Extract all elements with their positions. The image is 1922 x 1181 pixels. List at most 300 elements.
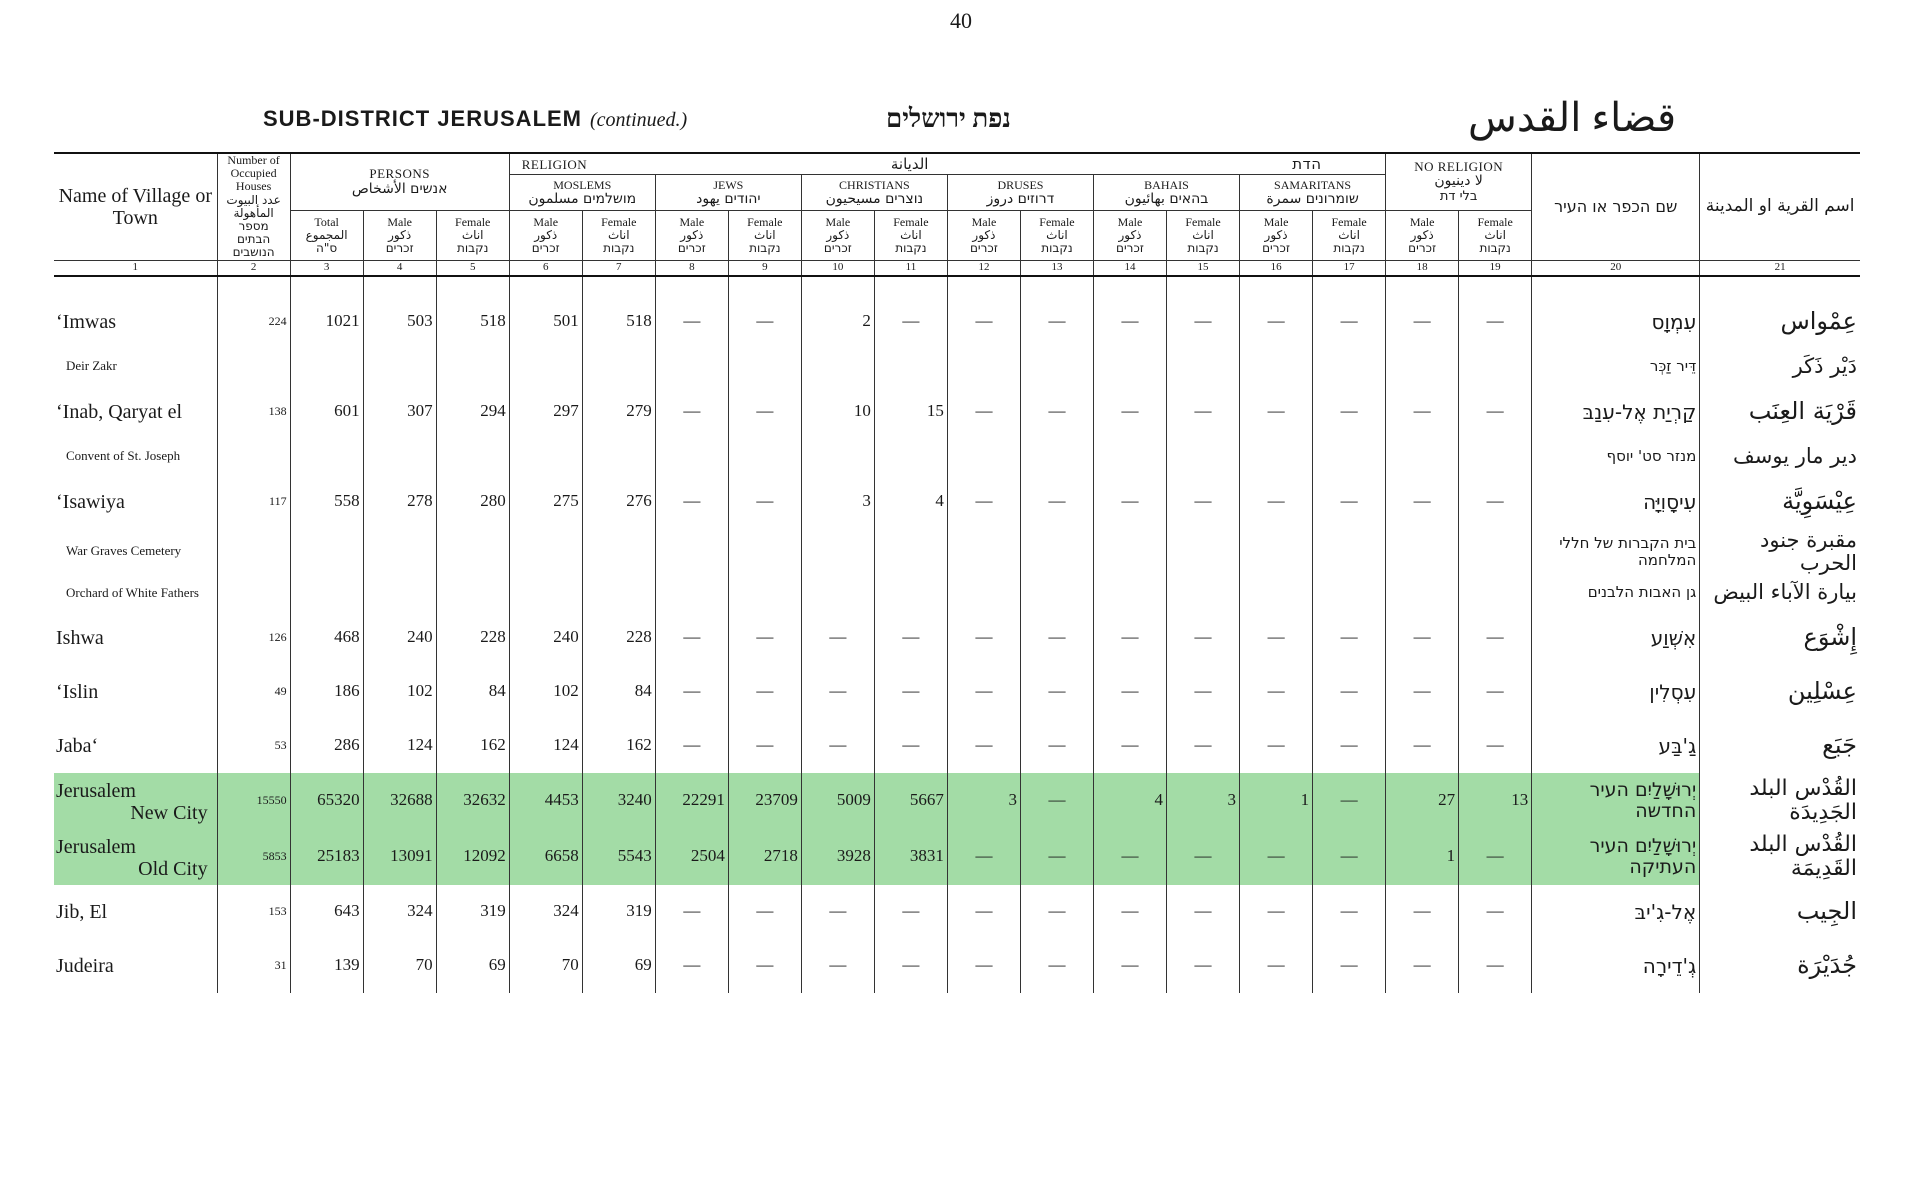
value-cell: 4	[874, 475, 947, 529]
value-cell: —	[1386, 719, 1459, 773]
value-cell: 468	[290, 611, 363, 665]
male-en: Male	[387, 214, 412, 229]
column-number: 13	[1020, 260, 1093, 276]
female-en: Female	[601, 214, 637, 229]
village-name	[54, 665, 217, 719]
value-cell: —	[728, 385, 801, 439]
village-name-text: ‘Islin	[56, 680, 99, 703]
value-cell: —	[801, 885, 874, 939]
value-cell: —	[728, 719, 801, 773]
value-cell: 23709	[728, 773, 801, 829]
spacer-cell	[874, 276, 947, 295]
continued-label: (continued.)	[590, 109, 688, 131]
value-cell: 5667	[874, 773, 947, 829]
value-cell: —	[1240, 611, 1313, 665]
value-cell: —	[1313, 773, 1386, 829]
value-cell: 275	[509, 475, 582, 529]
occupied-houses	[217, 439, 290, 475]
spacer-cell	[1313, 276, 1386, 295]
male-header	[1240, 211, 1313, 260]
value-cell	[582, 575, 655, 611]
male-en: Male	[971, 214, 997, 229]
spacer-cell	[436, 276, 509, 295]
female-ar: اناث	[754, 227, 776, 242]
female-ar: اناث	[1484, 227, 1506, 242]
value-cell: —	[874, 719, 947, 773]
value-cell: —	[1093, 295, 1166, 349]
value-cell: 22291	[655, 773, 728, 829]
value-cell	[1093, 529, 1166, 575]
female-header	[436, 211, 509, 260]
spacer-cell	[1700, 276, 1860, 295]
value-cell: —	[1093, 829, 1166, 885]
value-cell: 32688	[363, 773, 436, 829]
occupied-houses: 15550	[217, 773, 290, 829]
value-cell: —	[1240, 719, 1313, 773]
value-cell: 15	[874, 385, 947, 439]
table-row	[54, 575, 1860, 611]
bahais-en: BAHAIS	[1144, 177, 1189, 192]
value-cell	[801, 529, 874, 575]
value-cell	[363, 575, 436, 611]
spacer-cell	[363, 276, 436, 295]
female-ar: اناث	[607, 227, 630, 242]
religion-group-header	[509, 153, 1385, 175]
value-cell: —	[1313, 665, 1386, 719]
value-cell: —	[801, 665, 874, 719]
value-cell: —	[728, 611, 801, 665]
value-cell: 2	[801, 295, 874, 349]
value-cell: 13	[1459, 773, 1532, 829]
value-cell: 278	[363, 475, 436, 529]
value-cell	[290, 529, 363, 575]
col-village-ar-header: اسم القرية او المدينة	[1700, 153, 1860, 260]
value-cell	[436, 529, 509, 575]
column-number: 8	[655, 260, 728, 276]
value-cell: 503	[363, 295, 436, 349]
village-name-text: Orchard of White Fathers	[66, 584, 199, 600]
female-he: נקבות	[1187, 240, 1219, 255]
value-cell: —	[1020, 939, 1093, 993]
table-body	[54, 276, 1860, 993]
value-cell: —	[1313, 475, 1386, 529]
christians-en: CHRISTIANS	[839, 177, 910, 192]
value-cell: —	[1093, 475, 1166, 529]
value-cell	[1020, 529, 1093, 575]
village-name-text: Jerusalem	[56, 835, 136, 858]
table-row	[54, 665, 1860, 719]
value-cell: 601	[290, 385, 363, 439]
male-header	[1093, 211, 1166, 260]
village-name-arabic: الجِيب	[1700, 885, 1860, 939]
value-cell: 294	[436, 385, 509, 439]
column-number: 9	[728, 260, 801, 276]
village-name-hebrew: אֶל-גִ'יבּ	[1532, 885, 1700, 939]
value-cell: 324	[509, 885, 582, 939]
village-name-arabic: بيارة الآباء البيض	[1700, 575, 1860, 611]
value-cell: —	[1020, 611, 1093, 665]
value-cell	[1020, 575, 1093, 611]
value-cell: —	[1020, 829, 1093, 885]
village-name	[54, 611, 217, 665]
value-cell: —	[1459, 719, 1532, 773]
value-cell: —	[655, 939, 728, 993]
value-cell	[363, 349, 436, 385]
female-he: נקבות	[1479, 240, 1511, 255]
value-cell: —	[874, 939, 947, 993]
col-village-he-header: שם הכפר או העיר	[1532, 153, 1700, 260]
value-cell: 124	[509, 719, 582, 773]
samaritans-header	[1240, 175, 1386, 211]
table-title	[263, 106, 687, 132]
village-name-text: Jerusalem	[56, 779, 136, 802]
value-cell	[1167, 349, 1240, 385]
value-cell	[947, 349, 1020, 385]
male-header	[801, 211, 874, 260]
value-cell	[801, 349, 874, 385]
persons-group-header	[290, 153, 509, 211]
spacer-cell	[217, 276, 290, 295]
spacer-cell	[1240, 276, 1313, 295]
value-cell: —	[1313, 719, 1386, 773]
value-cell: —	[655, 475, 728, 529]
village-name	[54, 575, 217, 611]
value-cell: 70	[509, 939, 582, 993]
village-name-line2: Old City	[138, 857, 208, 880]
value-cell: —	[728, 475, 801, 529]
value-cell: —	[1020, 295, 1093, 349]
value-cell: 13091	[363, 829, 436, 885]
value-cell: —	[1020, 773, 1093, 829]
value-cell	[436, 349, 509, 385]
village-name-line2: New City	[130, 801, 208, 824]
value-cell	[1459, 529, 1532, 575]
moslems-en: MOSLEMS	[553, 177, 612, 192]
value-cell: —	[947, 719, 1020, 773]
value-cell	[874, 529, 947, 575]
column-number: 1	[54, 260, 217, 276]
value-cell: —	[1020, 665, 1093, 719]
female-header	[1020, 211, 1093, 260]
female-header	[874, 211, 947, 260]
village-name	[54, 529, 217, 575]
value-cell: 276	[582, 475, 655, 529]
value-cell: —	[1240, 475, 1313, 529]
column-number: 12	[947, 260, 1020, 276]
value-cell: 2504	[655, 829, 728, 885]
moslems-bi: מושלמים مسلمون	[528, 190, 637, 207]
spacer-row	[54, 276, 1860, 295]
value-cell	[947, 529, 1020, 575]
persons-en: PERSONS	[369, 166, 430, 182]
village-name	[54, 439, 217, 475]
druses-en: DRUSES	[997, 177, 1044, 192]
value-cell: —	[947, 939, 1020, 993]
value-cell: 124	[363, 719, 436, 773]
village-name-hebrew: אִשְׁוַע	[1532, 611, 1700, 665]
value-cell: —	[728, 885, 801, 939]
value-cell	[1020, 349, 1093, 385]
value-cell: —	[1167, 939, 1240, 993]
occupied-houses	[217, 529, 290, 575]
value-cell: —	[1313, 385, 1386, 439]
no-religion-he: בלי דת	[1439, 188, 1478, 204]
occupied-houses: 49	[217, 665, 290, 719]
religion-en: RELIGION	[521, 156, 588, 172]
value-cell: —	[947, 385, 1020, 439]
value-cell	[436, 439, 509, 475]
value-cell	[582, 349, 655, 385]
male-header	[947, 211, 1020, 260]
male-header	[509, 211, 582, 260]
value-cell: —	[1093, 885, 1166, 939]
houses-he: מספר הבתים הנושבים	[232, 218, 275, 260]
value-cell	[363, 439, 436, 475]
value-cell: 1021	[290, 295, 363, 349]
column-number: 19	[1459, 260, 1532, 276]
village-name	[54, 773, 217, 829]
male-he: זכרים	[1262, 240, 1291, 255]
male-header	[655, 211, 728, 260]
page-number: 40	[950, 8, 972, 33]
value-cell: —	[947, 829, 1020, 885]
value-cell	[436, 575, 509, 611]
value-cell: —	[1093, 665, 1166, 719]
female-ar: اناث	[1046, 227, 1068, 242]
value-cell	[874, 439, 947, 475]
value-cell: 5543	[582, 829, 655, 885]
value-cell: —	[655, 385, 728, 439]
value-cell: 518	[582, 295, 655, 349]
village-name-arabic: دير مار يوسف	[1700, 439, 1860, 475]
village-name	[54, 385, 217, 439]
village-name-hebrew: גְ'דֵירָה	[1532, 939, 1700, 993]
village-name	[54, 719, 217, 773]
value-cell	[1459, 349, 1532, 385]
female-ar: اناث	[1338, 227, 1360, 242]
column-number: 18	[1386, 260, 1459, 276]
value-cell	[728, 575, 801, 611]
spacer-cell	[54, 276, 217, 295]
column-number: 17	[1313, 260, 1386, 276]
value-cell	[801, 575, 874, 611]
male-ar: ذكور	[680, 227, 704, 242]
value-cell: 84	[582, 665, 655, 719]
no-religion-en: NO RELIGION	[1414, 159, 1504, 175]
table-row	[54, 349, 1860, 385]
value-cell: —	[1386, 295, 1459, 349]
village-name-text: War Graves Cemetery	[66, 543, 182, 559]
village-name	[54, 885, 217, 939]
value-cell: —	[1240, 829, 1313, 885]
village-name-text: Convent of St. Joseph	[66, 448, 181, 464]
male-ar: ذكور	[1264, 227, 1288, 242]
spacer-cell	[1532, 276, 1700, 295]
spacer-cell	[947, 276, 1020, 295]
value-cell	[1240, 529, 1313, 575]
value-cell: 501	[509, 295, 582, 349]
female-header	[1167, 211, 1240, 260]
value-cell	[655, 529, 728, 575]
value-cell: 240	[509, 611, 582, 665]
value-cell	[290, 349, 363, 385]
female-ar: اناث	[1192, 227, 1214, 242]
value-cell: 102	[363, 665, 436, 719]
value-cell: —	[1240, 665, 1313, 719]
village-name-hebrew: גן האבות הלבנים	[1532, 575, 1700, 611]
value-cell	[582, 439, 655, 475]
column-number: 7	[582, 260, 655, 276]
value-cell	[509, 439, 582, 475]
male-header	[363, 211, 436, 260]
female-header	[1459, 211, 1532, 260]
no-religion-ar: لا دينيون	[1434, 173, 1483, 190]
occupied-houses	[217, 349, 290, 385]
jews-header	[655, 175, 801, 211]
value-cell	[1313, 575, 1386, 611]
value-cell: 69	[436, 939, 509, 993]
value-cell	[1167, 439, 1240, 475]
value-cell: 319	[582, 885, 655, 939]
value-cell: —	[1167, 665, 1240, 719]
village-name-arabic: إِشْوَع	[1700, 611, 1860, 665]
village-name-hebrew: דֵּיר זַכְּר	[1532, 349, 1700, 385]
value-cell	[1093, 439, 1166, 475]
female-en: Female	[1039, 214, 1075, 229]
druses-bi: דרוזים دروز	[986, 190, 1055, 207]
male-header	[1386, 211, 1459, 260]
value-cell: —	[1459, 939, 1532, 993]
no-religion-group-header	[1386, 153, 1532, 211]
total-en: Total	[314, 214, 339, 229]
male-en: Male	[1117, 214, 1143, 229]
value-cell: 518	[436, 295, 509, 349]
value-cell: —	[947, 295, 1020, 349]
value-cell	[728, 439, 801, 475]
value-cell	[655, 349, 728, 385]
value-cell: —	[947, 475, 1020, 529]
value-cell: —	[801, 719, 874, 773]
village-name-arabic: مقبرة جنود الحرب	[1700, 529, 1860, 575]
page-header	[0, 95, 1922, 142]
value-cell: 279	[582, 385, 655, 439]
value-cell: —	[1313, 611, 1386, 665]
female-en: Female	[1331, 214, 1367, 229]
census-table	[54, 152, 1860, 993]
female-he: נקבות	[1333, 240, 1365, 255]
column-number: 14	[1093, 260, 1166, 276]
value-cell	[363, 529, 436, 575]
village-name	[54, 475, 217, 529]
table-row	[54, 611, 1860, 665]
value-cell: —	[1459, 475, 1532, 529]
samaritans-bi: שומרונים سمرة	[1266, 190, 1359, 207]
value-cell: —	[1386, 611, 1459, 665]
village-name-hebrew: קַרְיַת אֶל-עִנַבּ	[1532, 385, 1700, 439]
value-cell: 1	[1386, 829, 1459, 885]
occupied-houses: 153	[217, 885, 290, 939]
table-row	[54, 529, 1860, 575]
male-en: Male	[1263, 214, 1289, 229]
value-cell: —	[1240, 939, 1313, 993]
value-cell: —	[1386, 475, 1459, 529]
village-name-hebrew: בית הקברות של חללי המלחמה	[1532, 529, 1700, 575]
value-cell	[655, 439, 728, 475]
bahais-header	[1093, 175, 1239, 211]
value-cell: —	[655, 885, 728, 939]
value-cell: 240	[363, 611, 436, 665]
value-cell: 65320	[290, 773, 363, 829]
value-cell: —	[1386, 939, 1459, 993]
value-cell: 84	[436, 665, 509, 719]
total-ar: المجموع	[305, 227, 348, 242]
male-en: Male	[533, 214, 559, 229]
value-cell: 558	[290, 475, 363, 529]
value-cell: —	[1093, 611, 1166, 665]
table-row	[54, 475, 1860, 529]
female-header	[1313, 211, 1386, 260]
value-cell: —	[1386, 385, 1459, 439]
village-name-text: Jib, El	[56, 900, 108, 923]
value-cell: —	[1459, 885, 1532, 939]
value-cell: 12092	[436, 829, 509, 885]
table-row	[54, 439, 1860, 475]
spacer-cell	[1167, 276, 1240, 295]
female-en: Female	[747, 214, 783, 229]
village-name-text: ‘Isawiya	[56, 490, 125, 513]
value-cell: —	[1167, 611, 1240, 665]
female-he: נקבות	[749, 240, 781, 255]
value-cell: —	[1093, 939, 1166, 993]
value-cell: 102	[509, 665, 582, 719]
occupied-houses: 126	[217, 611, 290, 665]
spacer-cell	[1386, 276, 1459, 295]
value-cell	[290, 575, 363, 611]
christians-bi: נוצרים مسيحيون	[825, 190, 924, 207]
value-cell: —	[1459, 295, 1532, 349]
col-houses-header	[217, 153, 290, 260]
value-cell	[1386, 349, 1459, 385]
value-cell: 10	[801, 385, 874, 439]
value-cell	[655, 575, 728, 611]
table-row	[54, 385, 1860, 439]
value-cell: —	[1167, 475, 1240, 529]
value-cell: —	[1020, 385, 1093, 439]
value-cell: —	[1020, 719, 1093, 773]
value-cell	[1386, 575, 1459, 611]
column-number: 10	[801, 260, 874, 276]
value-cell: 2718	[728, 829, 801, 885]
value-cell	[1386, 529, 1459, 575]
occupied-houses: 117	[217, 475, 290, 529]
value-cell: —	[1093, 385, 1166, 439]
occupied-houses: 224	[217, 295, 290, 349]
female-en: Female	[455, 214, 491, 229]
samaritans-en: SAMARITANS	[1274, 177, 1352, 192]
female-header	[728, 211, 801, 260]
spacer-cell	[1459, 276, 1532, 295]
occupied-houses	[217, 575, 290, 611]
column-number: 2	[217, 260, 290, 276]
spacer-cell	[655, 276, 728, 295]
village-name-arabic: قَرْيَة العِنَب	[1700, 385, 1860, 439]
value-cell	[947, 575, 1020, 611]
value-cell: 32632	[436, 773, 509, 829]
male-he: זכרים	[823, 240, 852, 255]
spacer-cell	[290, 276, 363, 295]
value-cell: —	[1167, 295, 1240, 349]
spacer-cell	[509, 276, 582, 295]
